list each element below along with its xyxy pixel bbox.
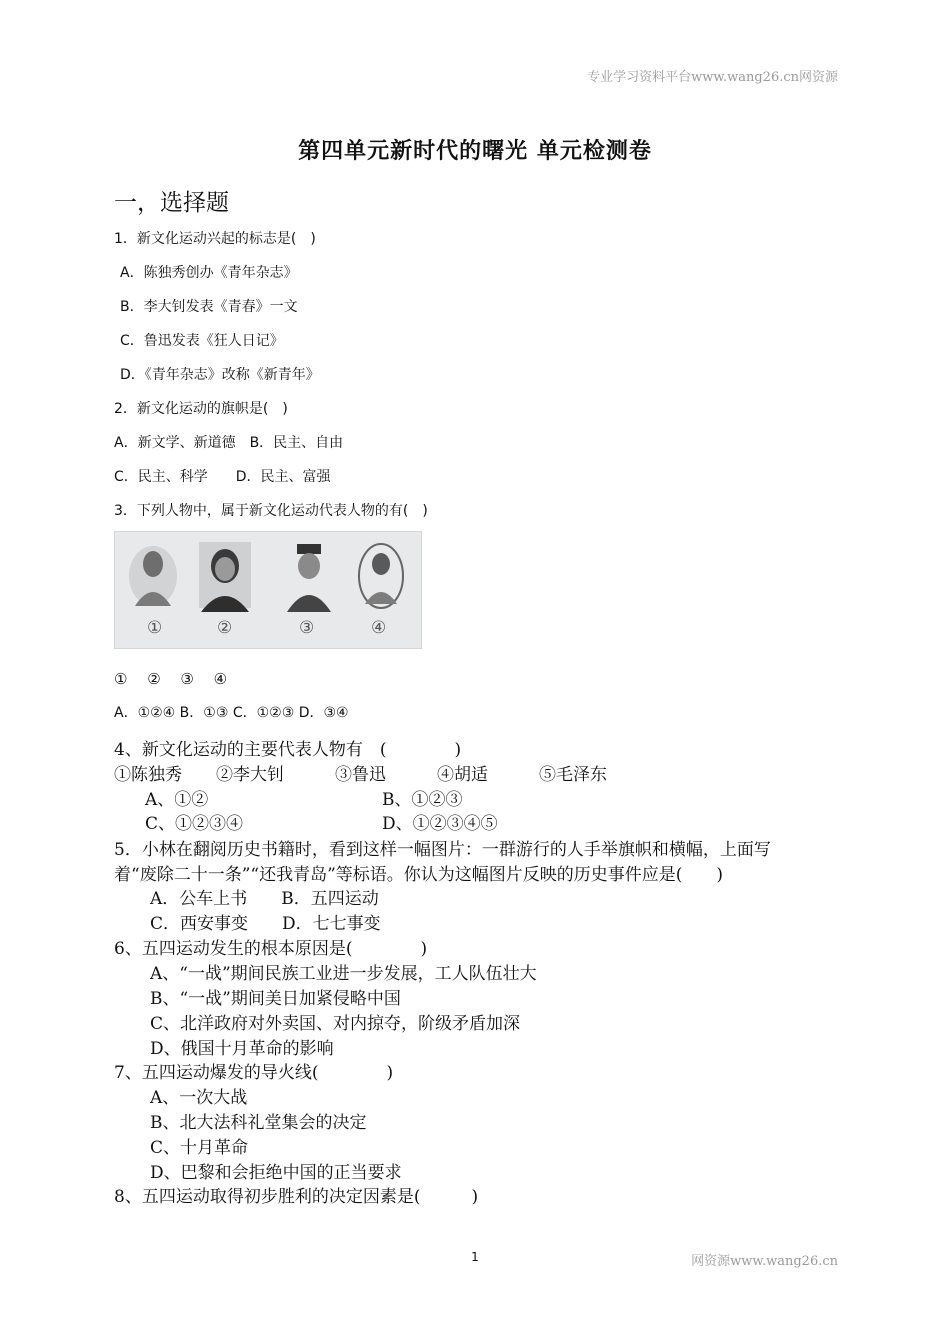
question-6-option-b: B、“一战”期间美日加紧侵略中国 (150, 989, 401, 1009)
section-heading: 一，选择题 (114, 190, 229, 216)
portrait-1 (123, 538, 183, 612)
question-3-stem: 3．下列人物中，属于新文化运动代表人物的有( ) (114, 503, 428, 519)
question-7-option-b: B、北大法科礼堂集会的决定 (150, 1113, 367, 1133)
question-7-option-d: D、巴黎和会拒绝中国的正当要求 (150, 1163, 402, 1183)
portrait-label-2: ② (217, 618, 233, 638)
question-2-stem: 2．新文化运动的旗帜是( ) (114, 401, 288, 417)
question-5-options-cd: C．西安事变 D．七七事变 (150, 914, 381, 934)
page-number: 1 (471, 1250, 479, 1264)
portrait-label-1: ① (147, 618, 163, 638)
portrait-3 (279, 538, 339, 612)
question-4-option-a: A、①② (145, 790, 209, 810)
page-title: 第四单元新时代的曙光 单元检测卷 (298, 139, 652, 164)
question-8-stem: 8、五四运动取得初步胜利的决定因素是( ) (114, 1187, 479, 1207)
question-7-option-c: C、十月革命 (150, 1138, 249, 1158)
portraits-image (114, 531, 422, 649)
question-1-option-d: D．《青年杂志》改称《新青年》 (120, 367, 320, 383)
question-3-numbers: ① ② ③ ④ (114, 670, 228, 688)
question-1-option-a: A．陈独秀创办《青年杂志》 (120, 265, 298, 281)
footer-watermark: 网资源www.wang26.cn (691, 1254, 838, 1269)
question-6-option-a: A、“一战”期间民族工业进一步发展，工人队伍壮大 (150, 964, 537, 984)
question-6-stem: 6、五四运动发生的根本原因是( ) (114, 939, 428, 959)
portrait-label-3: ③ (299, 618, 315, 638)
question-4-option-c: C、①②③④ (145, 814, 244, 834)
question-5-line-2: 着“废除二十一条”“还我青岛”等标语。你认为这幅图片反映的历史事件应是( ) (114, 865, 724, 885)
question-4-option-b: B、①②③ (382, 790, 463, 810)
question-2-options-ab: A．新文学、新道德 B．民主、自由 (114, 435, 344, 451)
question-6-option-c: C、北洋政府对外卖国、对内掠夺，阶级矛盾加深 (150, 1014, 521, 1034)
header-watermark: 专业学习资料平台www.wang26.cn网资源 (587, 70, 838, 85)
question-7-option-a: A、一次大战 (150, 1088, 248, 1108)
question-3-options: A．①②④ B．①③ C．①②③ D．③④ (114, 705, 349, 721)
question-5-options-ab: A．公车上书 B．五四运动 (150, 889, 379, 909)
portrait-label-4: ④ (371, 618, 387, 638)
question-6-option-d: D、俄国十月革命的影响 (150, 1039, 334, 1059)
question-7-stem: 7、五四运动爆发的导火线( ) (114, 1063, 394, 1083)
question-2-options-cd: C．民主、科学 D．民主、富强 (114, 469, 331, 485)
question-1-option-c: C．鲁迅发表《狂人日记》 (120, 333, 284, 349)
portrait-4 (351, 538, 411, 612)
question-5-line-1: 5．小林在翻阅历史书籍时，看到这样一幅图片：一群游行的人手举旗帜和横幅，上面写 (114, 840, 771, 860)
question-1-option-b: B．李大钊发表《青春》一文 (120, 299, 298, 315)
question-4-people: ①陈独秀 ②李大钊 ③鲁迅 ④胡适 ⑤毛泽东 (114, 765, 607, 785)
question-4-option-d: D、①②③④⑤ (382, 814, 498, 834)
question-4-stem: 4、新文化运动的主要代表人物有 ( ) (114, 740, 462, 760)
question-1-stem: 1．新文化运动兴起的标志是( ) (114, 231, 316, 247)
portrait-2 (195, 538, 255, 612)
